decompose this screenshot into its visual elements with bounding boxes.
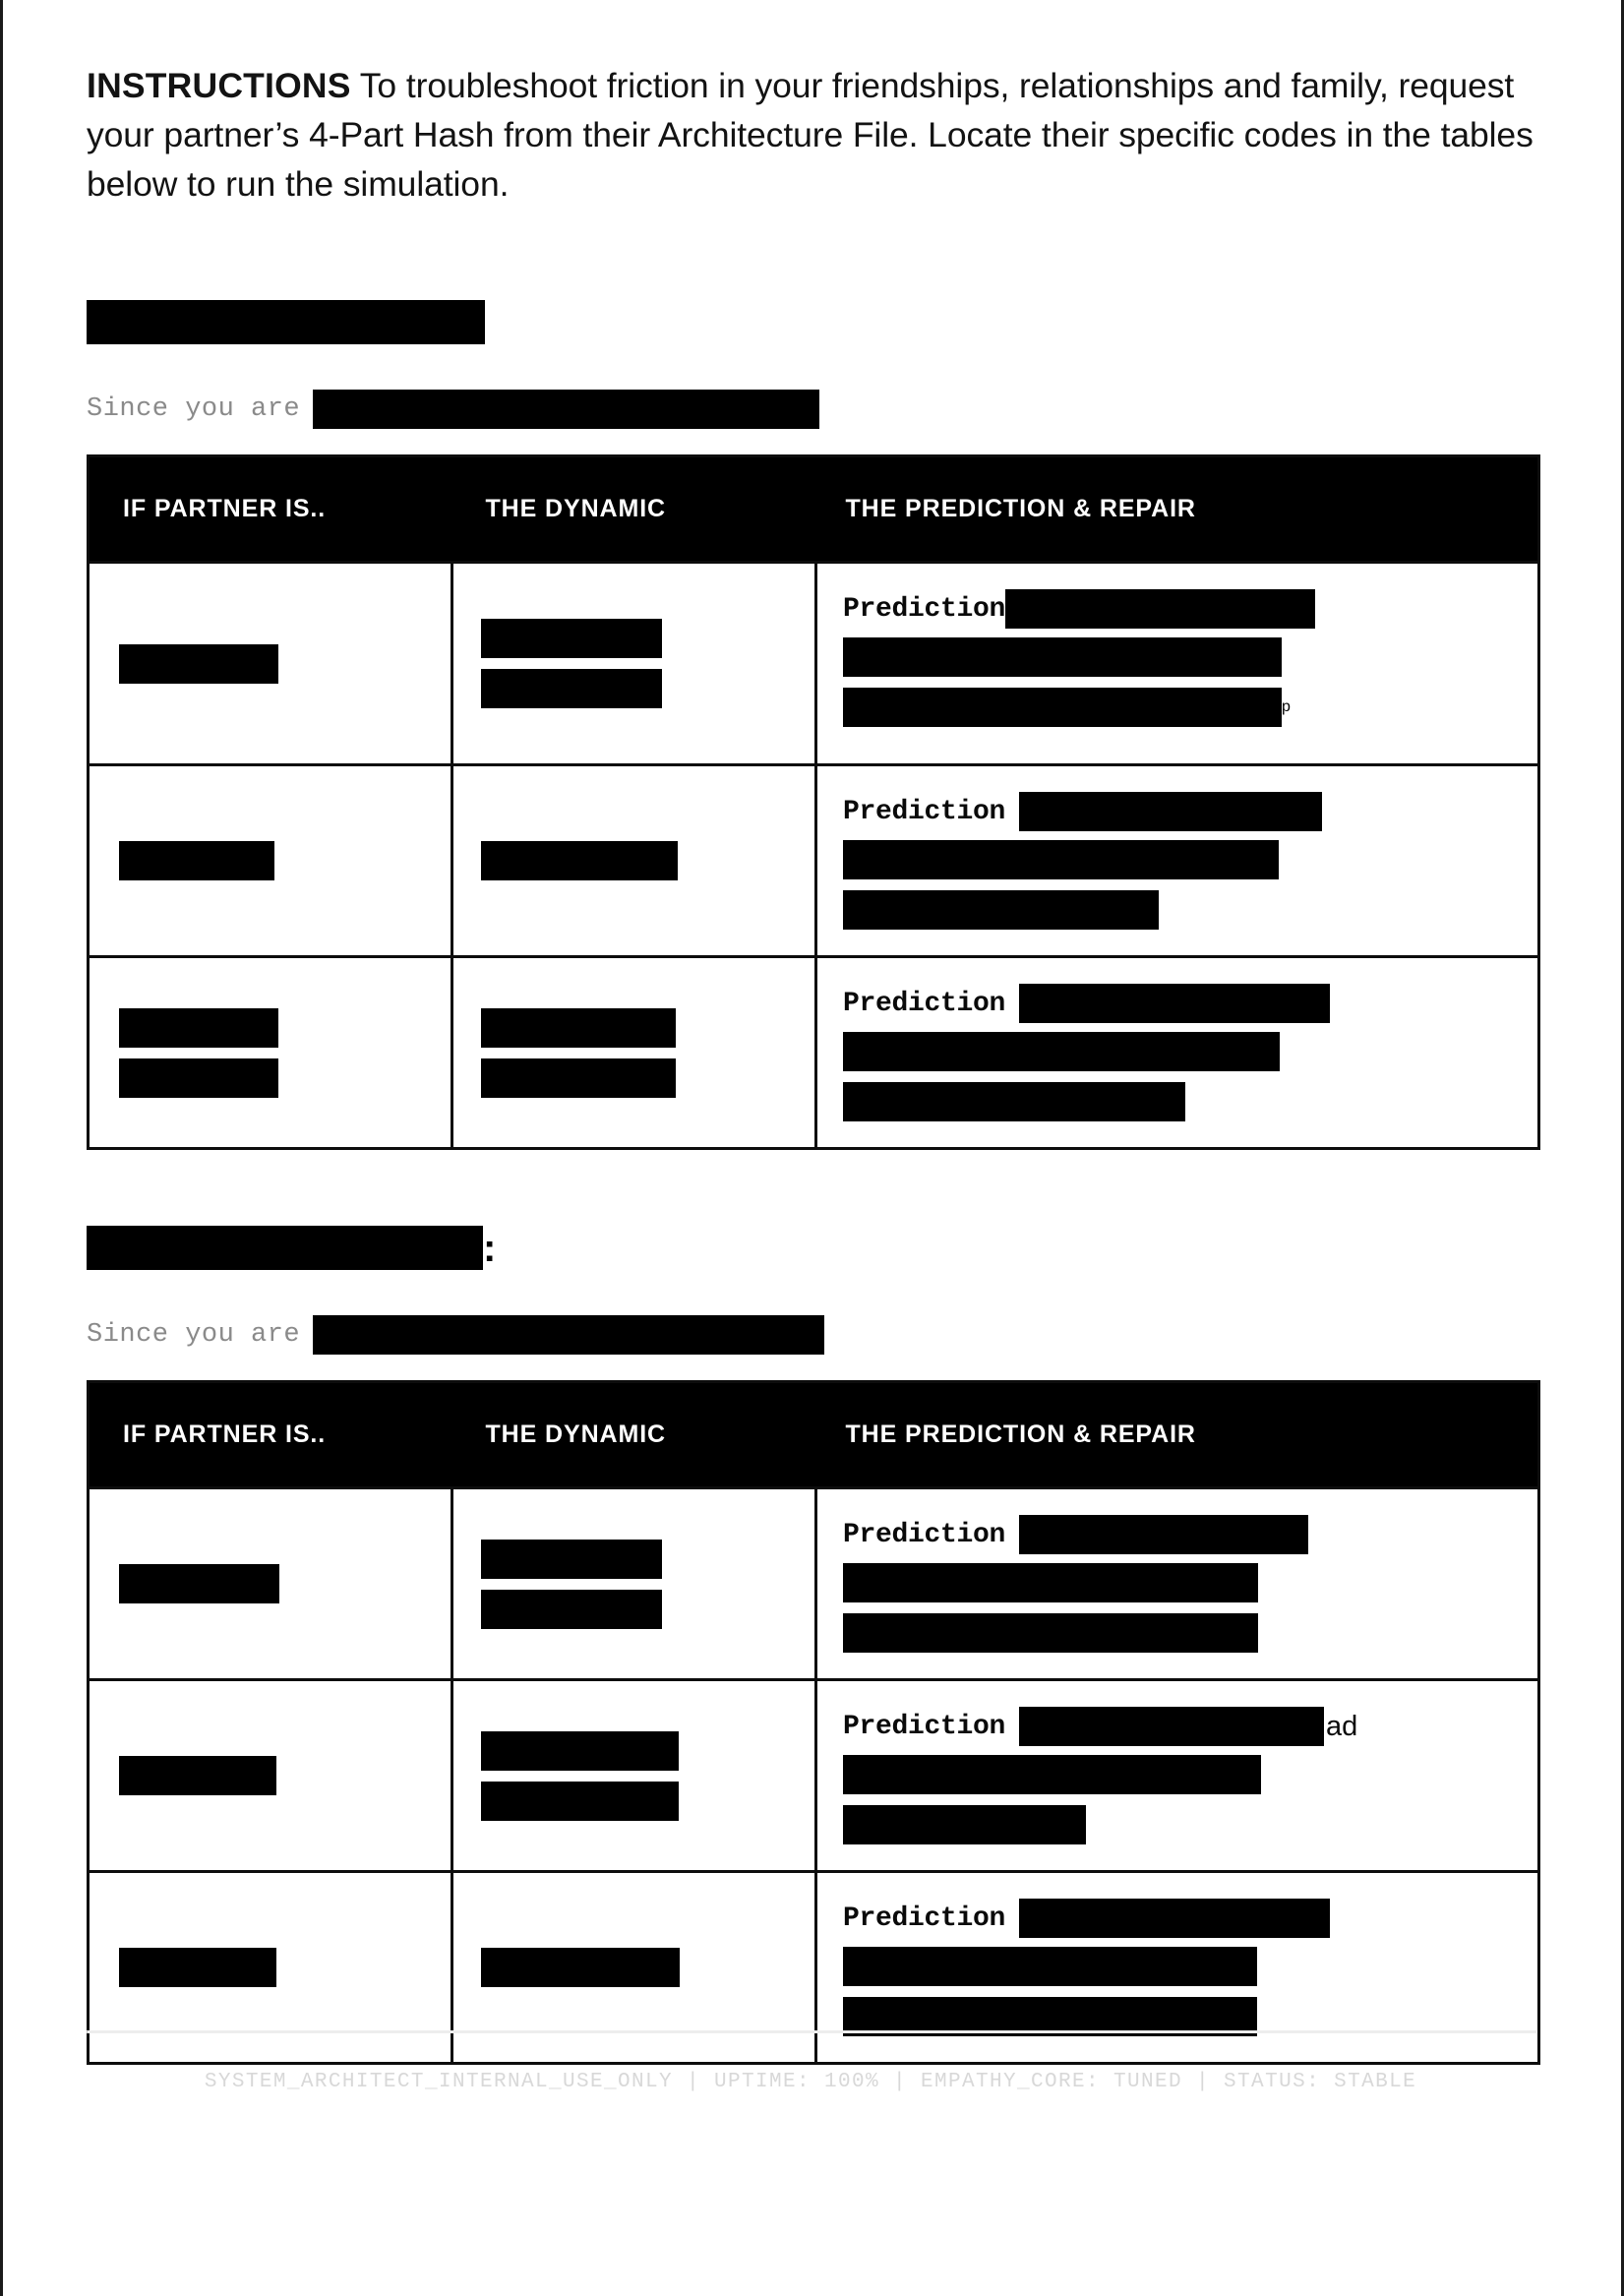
since-label: Since you are	[87, 394, 301, 424]
redaction-bar	[843, 1082, 1185, 1121]
prediction-label: Prediction	[843, 593, 1006, 625]
instructions-text: To troubleshoot friction in your friendships, relationships and family, request your partner’s 4-Part Hash from their Architecture File. Locate their specific codes in the tables below to run the simulation.	[87, 66, 1534, 204]
page-content	[3, 0, 1621, 2296]
redaction-bar	[843, 1947, 1257, 1986]
cell-dynamic	[452, 765, 816, 957]
cell-prediction-repair	[816, 1488, 1539, 1680]
redaction-bar	[1019, 792, 1322, 831]
cell-prediction-repair	[816, 563, 1539, 765]
partner-matrix-table	[87, 454, 1540, 1150]
redaction-bar	[481, 1058, 676, 1098]
cell-dynamic	[452, 957, 816, 1149]
instructions-label: INSTRUCTIONS	[87, 66, 351, 105]
redaction-bar	[843, 1613, 1258, 1653]
col-header-dynamic: THE DYNAMIC	[452, 456, 816, 563]
cell-prediction-repair	[816, 765, 1539, 957]
sections-container	[87, 299, 1534, 2065]
cell-partner-code	[89, 563, 452, 765]
redaction-bar	[843, 1563, 1258, 1602]
redaction-bar	[119, 644, 278, 684]
col-header-dynamic: THE DYNAMIC	[452, 1382, 816, 1488]
prediction-first-line	[843, 1899, 1510, 1938]
cell-dynamic	[452, 1680, 816, 1872]
redaction-bar	[843, 890, 1159, 930]
cell-dynamic	[452, 563, 816, 765]
redaction-bar	[1019, 1899, 1330, 1938]
cell-prediction-repair	[816, 1680, 1539, 1872]
prediction-label: Prediction	[843, 1903, 1006, 1934]
table-row	[89, 765, 1539, 957]
col-header-prediction: THE PREDICTION & REPAIR	[816, 456, 1539, 563]
redaction-bar	[481, 1782, 679, 1821]
page-footer	[87, 2030, 1534, 2296]
table-row	[89, 1680, 1539, 1872]
col-header-partner: IF PARTNER IS..	[89, 1382, 452, 1488]
redaction-bar	[843, 1755, 1261, 1794]
table-row	[89, 1488, 1539, 1680]
redaction-bar	[1005, 589, 1315, 629]
cell-partner-code	[89, 765, 452, 957]
redaction-bar	[481, 1008, 676, 1048]
redaction-bar	[119, 1058, 278, 1098]
redaction-bar	[119, 1756, 276, 1795]
footer-status-text: SYSTEM_ARCHITECT_INTERNAL_USE_ONLY | UPTIME: 100% | EMPATHY_CORE: TUNED | STATUS: STABLE	[204, 2071, 1417, 2093]
since-label: Since you are	[87, 1320, 301, 1350]
table-header-row	[89, 1382, 1539, 1488]
redaction-bar	[1019, 1707, 1324, 1746]
cell-dynamic	[452, 1488, 816, 1680]
col-header-partner: IF PARTNER IS..	[89, 456, 452, 563]
prediction-first-line	[843, 1515, 1510, 1554]
redaction-bar	[481, 1731, 679, 1771]
leaked-glyph-fragment: ad	[1326, 1710, 1358, 1742]
matrix-section	[87, 1225, 1534, 2065]
redaction-bar	[843, 840, 1279, 879]
section-heading-tail: :	[483, 1227, 497, 1270]
redaction-bar	[481, 669, 662, 708]
cell-prediction-repair	[816, 957, 1539, 1149]
redaction-bar	[1019, 1515, 1308, 1554]
table-row	[89, 957, 1539, 1149]
since-you-are-line	[87, 1315, 1534, 1355]
redaction-bar	[119, 1948, 276, 1987]
redaction-bar	[481, 841, 678, 880]
redaction-bar	[843, 1805, 1086, 1844]
partner-matrix-table	[87, 1380, 1540, 2065]
cell-partner-code	[89, 957, 452, 1149]
redaction-bar	[313, 1315, 824, 1355]
section-heading	[87, 1225, 1534, 1272]
redaction-bar	[119, 1564, 279, 1603]
prediction-first-line	[843, 984, 1510, 1023]
redaction-bar	[481, 1948, 680, 1987]
prediction-first-line	[843, 792, 1510, 831]
redaction-bar	[87, 300, 485, 344]
prediction-first-line	[843, 589, 1510, 629]
redaction-bar	[87, 1226, 483, 1270]
redaction-bar	[481, 1590, 662, 1629]
section-heading	[87, 299, 1534, 346]
redaction-bar	[843, 637, 1282, 677]
redaction-bar	[313, 390, 819, 429]
cell-partner-code	[89, 1680, 452, 1872]
redaction-bar	[843, 688, 1282, 727]
table-row	[89, 563, 1539, 765]
redaction-bar	[481, 1540, 662, 1579]
prediction-label: Prediction	[843, 988, 1006, 1019]
col-header-prediction: THE PREDICTION & REPAIR	[816, 1382, 1539, 1488]
matrix-section	[87, 299, 1534, 1150]
instructions-paragraph	[87, 61, 1534, 209]
redaction-bar	[481, 619, 662, 658]
prediction-first-line	[843, 1707, 1510, 1746]
leaked-glyph-fragment: p	[1282, 698, 1291, 715]
redaction-bar	[843, 1032, 1280, 1071]
prediction-label: Prediction	[843, 1711, 1006, 1742]
cell-partner-code	[89, 1488, 452, 1680]
prediction-label: Prediction	[843, 1519, 1006, 1550]
table-header-row	[89, 456, 1539, 563]
redaction-bar	[119, 841, 274, 880]
redaction-bar	[119, 1008, 278, 1048]
redaction-bar	[1019, 984, 1330, 1023]
since-you-are-line	[87, 390, 1534, 429]
prediction-label: Prediction	[843, 796, 1006, 827]
